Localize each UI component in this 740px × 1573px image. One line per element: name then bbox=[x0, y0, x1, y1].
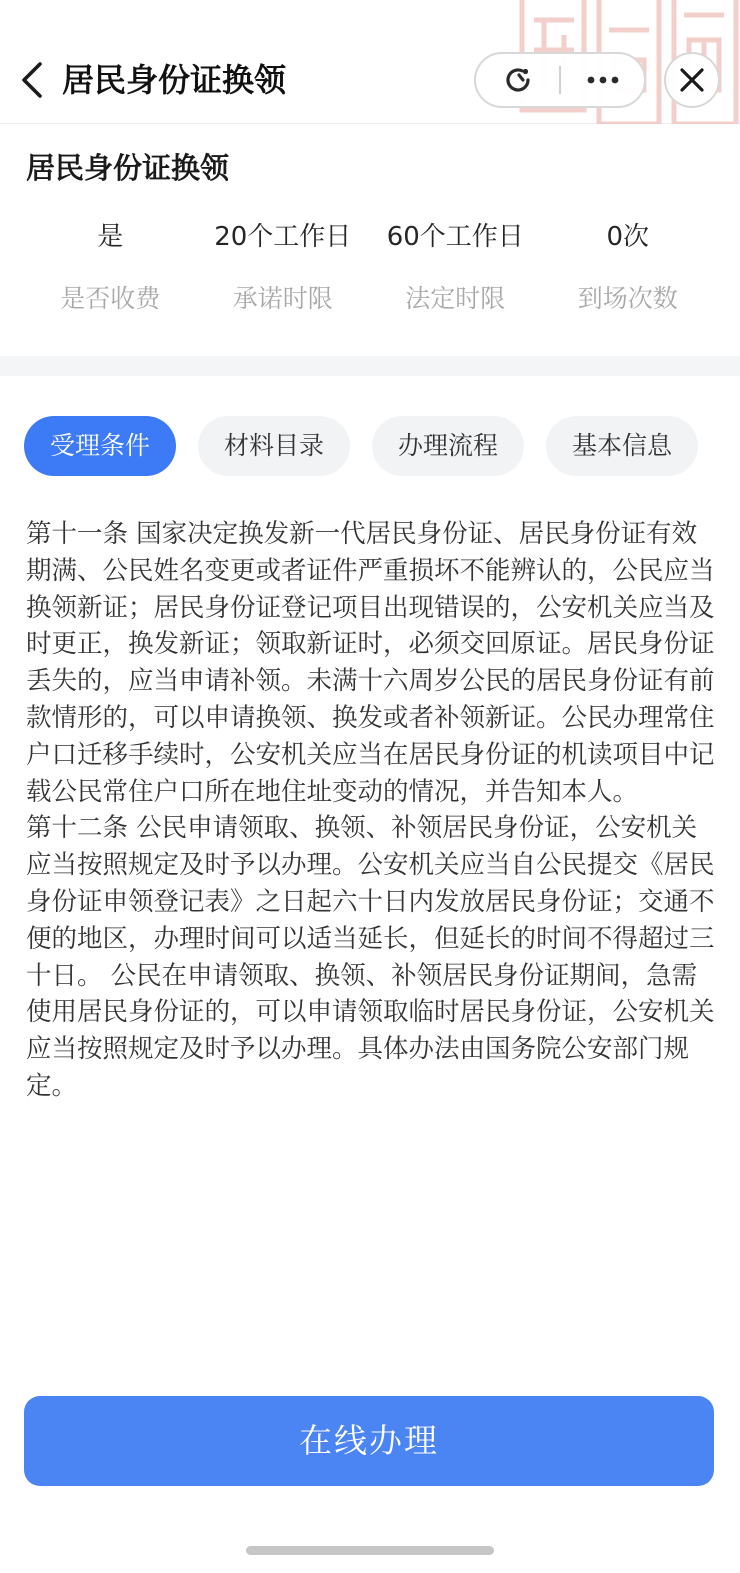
mini-program-capsule bbox=[474, 52, 646, 108]
tab-bar bbox=[24, 416, 714, 478]
nav-bar bbox=[0, 0, 740, 124]
chevron-left-icon bbox=[18, 60, 46, 100]
section-divider bbox=[0, 356, 740, 376]
apply-online-button[interactable]: 在线办理 bbox=[24, 1396, 714, 1486]
back-button[interactable] bbox=[14, 56, 50, 104]
page-title: 居民身份证换领 bbox=[62, 61, 287, 99]
refresh-icon bbox=[501, 63, 535, 97]
stat-label: 法定时限 bbox=[405, 284, 506, 313]
stat-value: 20个工作日 bbox=[214, 222, 352, 252]
conditions-text bbox=[26, 516, 716, 1105]
stat-value: 60个工作日 bbox=[386, 222, 524, 252]
service-stats bbox=[24, 212, 714, 322]
tab-process[interactable]: 办理流程 bbox=[372, 416, 524, 476]
stat-label: 是否收费 bbox=[60, 284, 161, 313]
stat-label: 到场次数 bbox=[577, 284, 678, 313]
stat-visit-count bbox=[542, 212, 715, 322]
stat-value: 0次 bbox=[606, 222, 650, 252]
close-icon bbox=[679, 67, 705, 93]
tab-conditions[interactable]: 受理条件 bbox=[24, 416, 176, 476]
stat-label: 承诺时限 bbox=[232, 284, 333, 313]
close-button[interactable] bbox=[664, 52, 720, 108]
stat-legal-time bbox=[369, 212, 542, 322]
service-title: 居民身份证换领 bbox=[26, 151, 230, 185]
home-indicator bbox=[246, 1546, 494, 1555]
tab-materials[interactable]: 材料目录 bbox=[198, 416, 350, 476]
stat-value: 是 bbox=[97, 222, 124, 252]
more-button[interactable] bbox=[561, 54, 644, 106]
refresh-button[interactable] bbox=[476, 54, 559, 106]
tab-basic-info[interactable]: 基本信息 bbox=[546, 416, 698, 476]
article-11: 第十一条 国家决定换发新一代居民身份证、居民身份证有效期满、公民姓名变更或者证件严重损坏不能辨认的，公民应当换领新证；居民身份证登记项目出现错误的，公安机关应当及时更正，换发新证；领取新证时，必须交回原证。居民身份证丢失的，应当申请补领。未满十六周岁公民的居民身份证有前款情形的，可以申请换领、换发或者补领新证。公民办理常住户口迁移手续时，公安机关应当在居民身份证的机读项目中记载公民常住户口所在地住址变动的情况，并告知本人。 bbox=[26, 519, 715, 807]
more-dots-icon bbox=[586, 75, 620, 85]
stat-fee bbox=[24, 212, 197, 322]
stat-promised-time bbox=[197, 212, 370, 322]
article-12: 第十二条 公民申请领取、换领、补领居民身份证，公安机关应当按照规定及时予以办理。公安机关应当自公民提交《居民身份证申领登记表》之日起六十日内发放居民身份证；交通不便的地区，办理时间可以适当延长，但延长的时间不得超过三十日。 公民在申请领取、换领、补领居民身份证期间，急需使用居民身份证的，可以申请领取临时居民身份证，公安机关应当按照规定及时予以办理。具体办法由国务院公安部门规定。 bbox=[26, 813, 715, 1101]
